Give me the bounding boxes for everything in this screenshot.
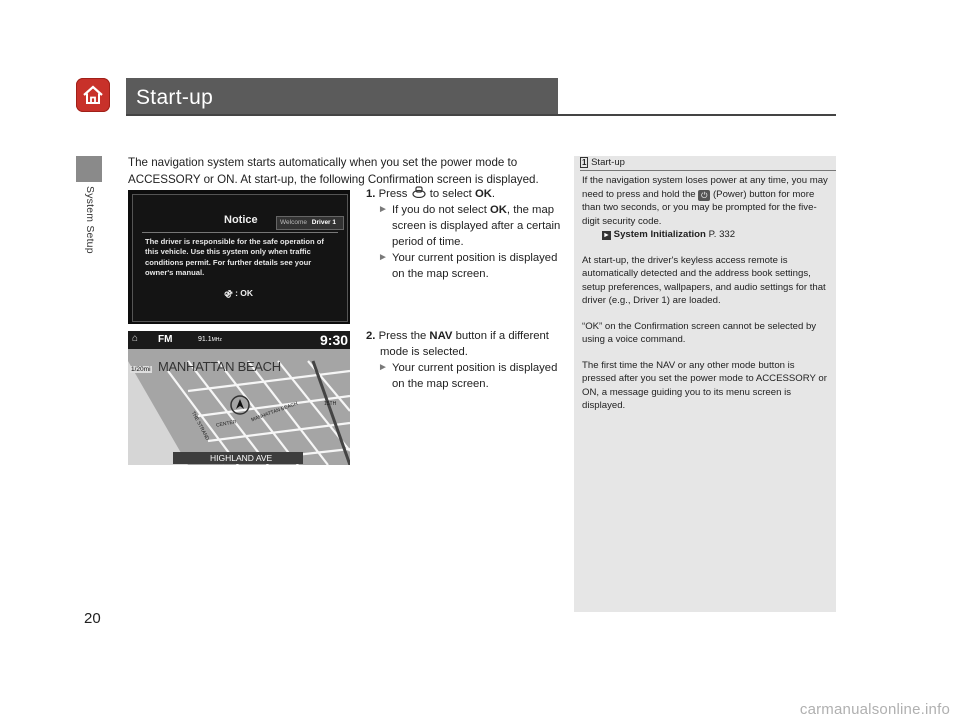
sub-arrow-icon: ►	[378, 252, 388, 263]
ok-dial-icon	[411, 186, 427, 198]
step-1-sub-2: ► Your current position is displayed on the map screen.	[378, 252, 558, 280]
step-2: 2. Press the NAV button if a different mode is selected. ► Your current position is displayed on the map screen.	[366, 328, 566, 392]
road-label: CENTER	[215, 419, 237, 429]
power-icon: ⏻	[698, 190, 710, 201]
radio-frequency: 91.1MHz	[198, 336, 222, 343]
note-paragraph: The first time the NAV or any other mode button is pressed after you set the power mode to ACCESSORY or ON, a message guiding you to its menu screen is displayed.	[582, 359, 827, 411]
road-label: 15TH	[324, 401, 337, 407]
sub-arrow-icon: ►	[378, 204, 388, 215]
intro-text: The navigation system starts automatically when you set the power mode to ACCESSORY or ON. At start-up, the following Confirmation screen is displayed.	[128, 156, 539, 186]
notice-title: Notice	[224, 214, 258, 226]
city-label: MANHATTAN BEACH	[158, 359, 281, 374]
note-paragraph: “OK” on the Confirmation screen cannot be selected by using a voice command.	[582, 320, 817, 345]
confirmation-screen-image	[128, 190, 350, 324]
road-label: MANHATTAN BEACH	[250, 400, 299, 424]
sub-arrow-icon: ►	[378, 362, 388, 373]
clock: 9:30	[320, 332, 349, 348]
ok-dial-icon: ⚣	[224, 289, 233, 298]
home-map-icon[interactable]: ⌂	[132, 333, 139, 344]
note-paragraph: At start-up, the driver's keyless access remote is automatically detected and the address book settings, setup preferences, wallpapers, and audio settings for that driver (e.g., Driver 1) are loaded.	[582, 254, 826, 306]
map-graphic	[128, 331, 350, 465]
ref-arrow-icon: ►	[603, 232, 610, 239]
welcome-badge: Welcome Driver 1	[276, 216, 344, 230]
street-name: HIGHLAND AVE	[210, 453, 273, 463]
step-2-sub-1: ► Your current position is displayed on the map screen.	[378, 362, 558, 390]
notice-divider	[142, 232, 338, 233]
watermark: carmanualsonline.info	[799, 701, 950, 718]
map-screen-image	[128, 331, 350, 465]
page-number: 20	[84, 610, 101, 627]
step-1: 1. Press to select OK. ► If you do not select OK, the map screen is displayed after a certain period of time. ► Your current position is displayed on the map screen.	[366, 186, 566, 282]
page-title: Start-up	[136, 86, 214, 109]
note-divider	[580, 170, 836, 171]
section-label: System Setup	[84, 186, 96, 254]
step-1-sub-1: ► If you do not select OK, the map screen is displayed after a certain period of time.	[378, 204, 561, 248]
section-tab	[76, 156, 102, 182]
note-heading: 1 Start-up	[582, 157, 625, 168]
road-label: THE STRAND	[189, 410, 211, 442]
notice-body: The driver is responsible for the safe operation of this vehicle. Use this system only when traffic conditions permit. For further details see your owner's manual.	[145, 237, 324, 278]
ok-prompt: ⚣ : OK	[224, 288, 254, 298]
title-divider	[126, 114, 836, 116]
note-reference[interactable]: ► System Initialization P. 332	[603, 229, 736, 240]
home-icon[interactable]	[76, 78, 110, 112]
radio-band: FM	[158, 334, 173, 345]
map-scale[interactable]: 1/20mi	[131, 366, 151, 373]
note-body: If the navigation system loses power at any time, you may need to press and hold the ⏻ (Power) button for more than two seconds, or you may be prompted for the five-digit security code. ► System Initialization P. 332 At start-up, the driver's keyless access remote is automatically detected and the address book settings, setup preferences, wallpapers, and audio settings for that driver (e.g., Driver 1) are loaded. “OK” on the Confirmation screen cannot be selected by using a voice command. The first time the NAV or any other mode button is pressed after you set the power mode to ACCESSORY or ON, a message guiding you to its menu screen is displayed.	[582, 175, 828, 411]
